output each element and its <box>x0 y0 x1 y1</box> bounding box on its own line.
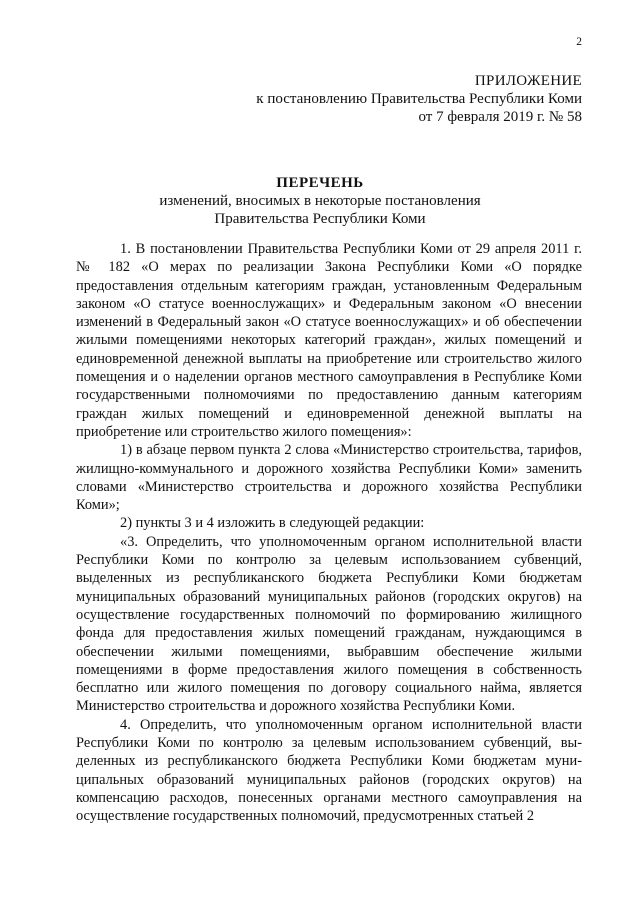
appendix-block <box>256 72 582 126</box>
appendix-title: ПРИЛОЖЕНИЕ <box>474 73 582 89</box>
paragraph: «3. Определить, что уполномоченным органом исполнительной власти Республики Коми по контролю за целевым использованием субвенций, выделенных из республиканского бюджета Республики Коми бюджетам муниципальных образований муниципальных районов (городских округов) на осуществление государственных полномочий по формированию жилищного фонда для предоставления жилых помещений гражданам, нуждающимся в обеспечении жилыми помещениями, выбравшим обеспечение жилыми помещениями в форме предоставления жилого помещения в собственность бесплатно или жилого помещения по договору социального найма, является Министерство строительства и дорожного хозяйства Республики Коми. <box>76 533 582 715</box>
heading-subtitle-1: изменений, вносимых в некоторые постановления <box>159 193 481 209</box>
heading-title: ПЕРЕЧЕНЬ <box>276 175 364 191</box>
document-heading <box>58 174 582 228</box>
page-number: 2 <box>576 36 582 48</box>
heading-subtitle-2: Правительства Республики Коми <box>214 211 426 227</box>
appendix-line-1: к постановлению Правительства Республики Коми <box>256 91 582 107</box>
paragraph: 1) в абзаце первом пункта 2 слова «Министерство строительства, тарифов, жилищно-коммунального и дорожного хозяйства Республики Коми» заменить словами «Министерство строительства и дорожного хозяйства Республики Коми»; <box>76 442 582 514</box>
appendix-line-2: от 7 февраля 2019 г. № 58 <box>418 109 582 125</box>
document-body <box>76 240 582 826</box>
paragraph: 2) пункты 3 и 4 изложить в следующей редакции: <box>120 515 425 532</box>
paragraph: 4. Определить, что уполномоченным органом исполнительной власти Республики Коми по контролю за целевым использованием субвенций, выделенных из республиканского бюджета Республики Коми бюджетам муниципальных образований муниципальных районов (городских округов) на компенсацию расходов, понесенных органами местного самоуправления на осуществление государственных полномочий, предусмотренных статьей 2 <box>76 716 582 825</box>
paragraph: 1. В постановлении Правительства Республики Коми от 29 апреля 2011 г. № 182 «О мерах по реализации Закона Республики Коми «О порядке предоставления отдельным категориям граждан, установленным Федеральным законом «О статусе военнослужащих» и Федеральным законом «О внесении изменений в Федеральный закон «О статусе военнослужащих» и об обеспечении жилыми помещениями некоторых категорий граждан», жилых помещений и единовременной денежной выплаты на приобретение или строительство жилого помещения и о наделении органов местного самоуправления в Республике Коми государственными полномочиями по предоставлению данным категориям граждан жилых помещений и единовременной денежной выплаты на приобретение или строительство жилого помещения»: <box>76 241 582 440</box>
